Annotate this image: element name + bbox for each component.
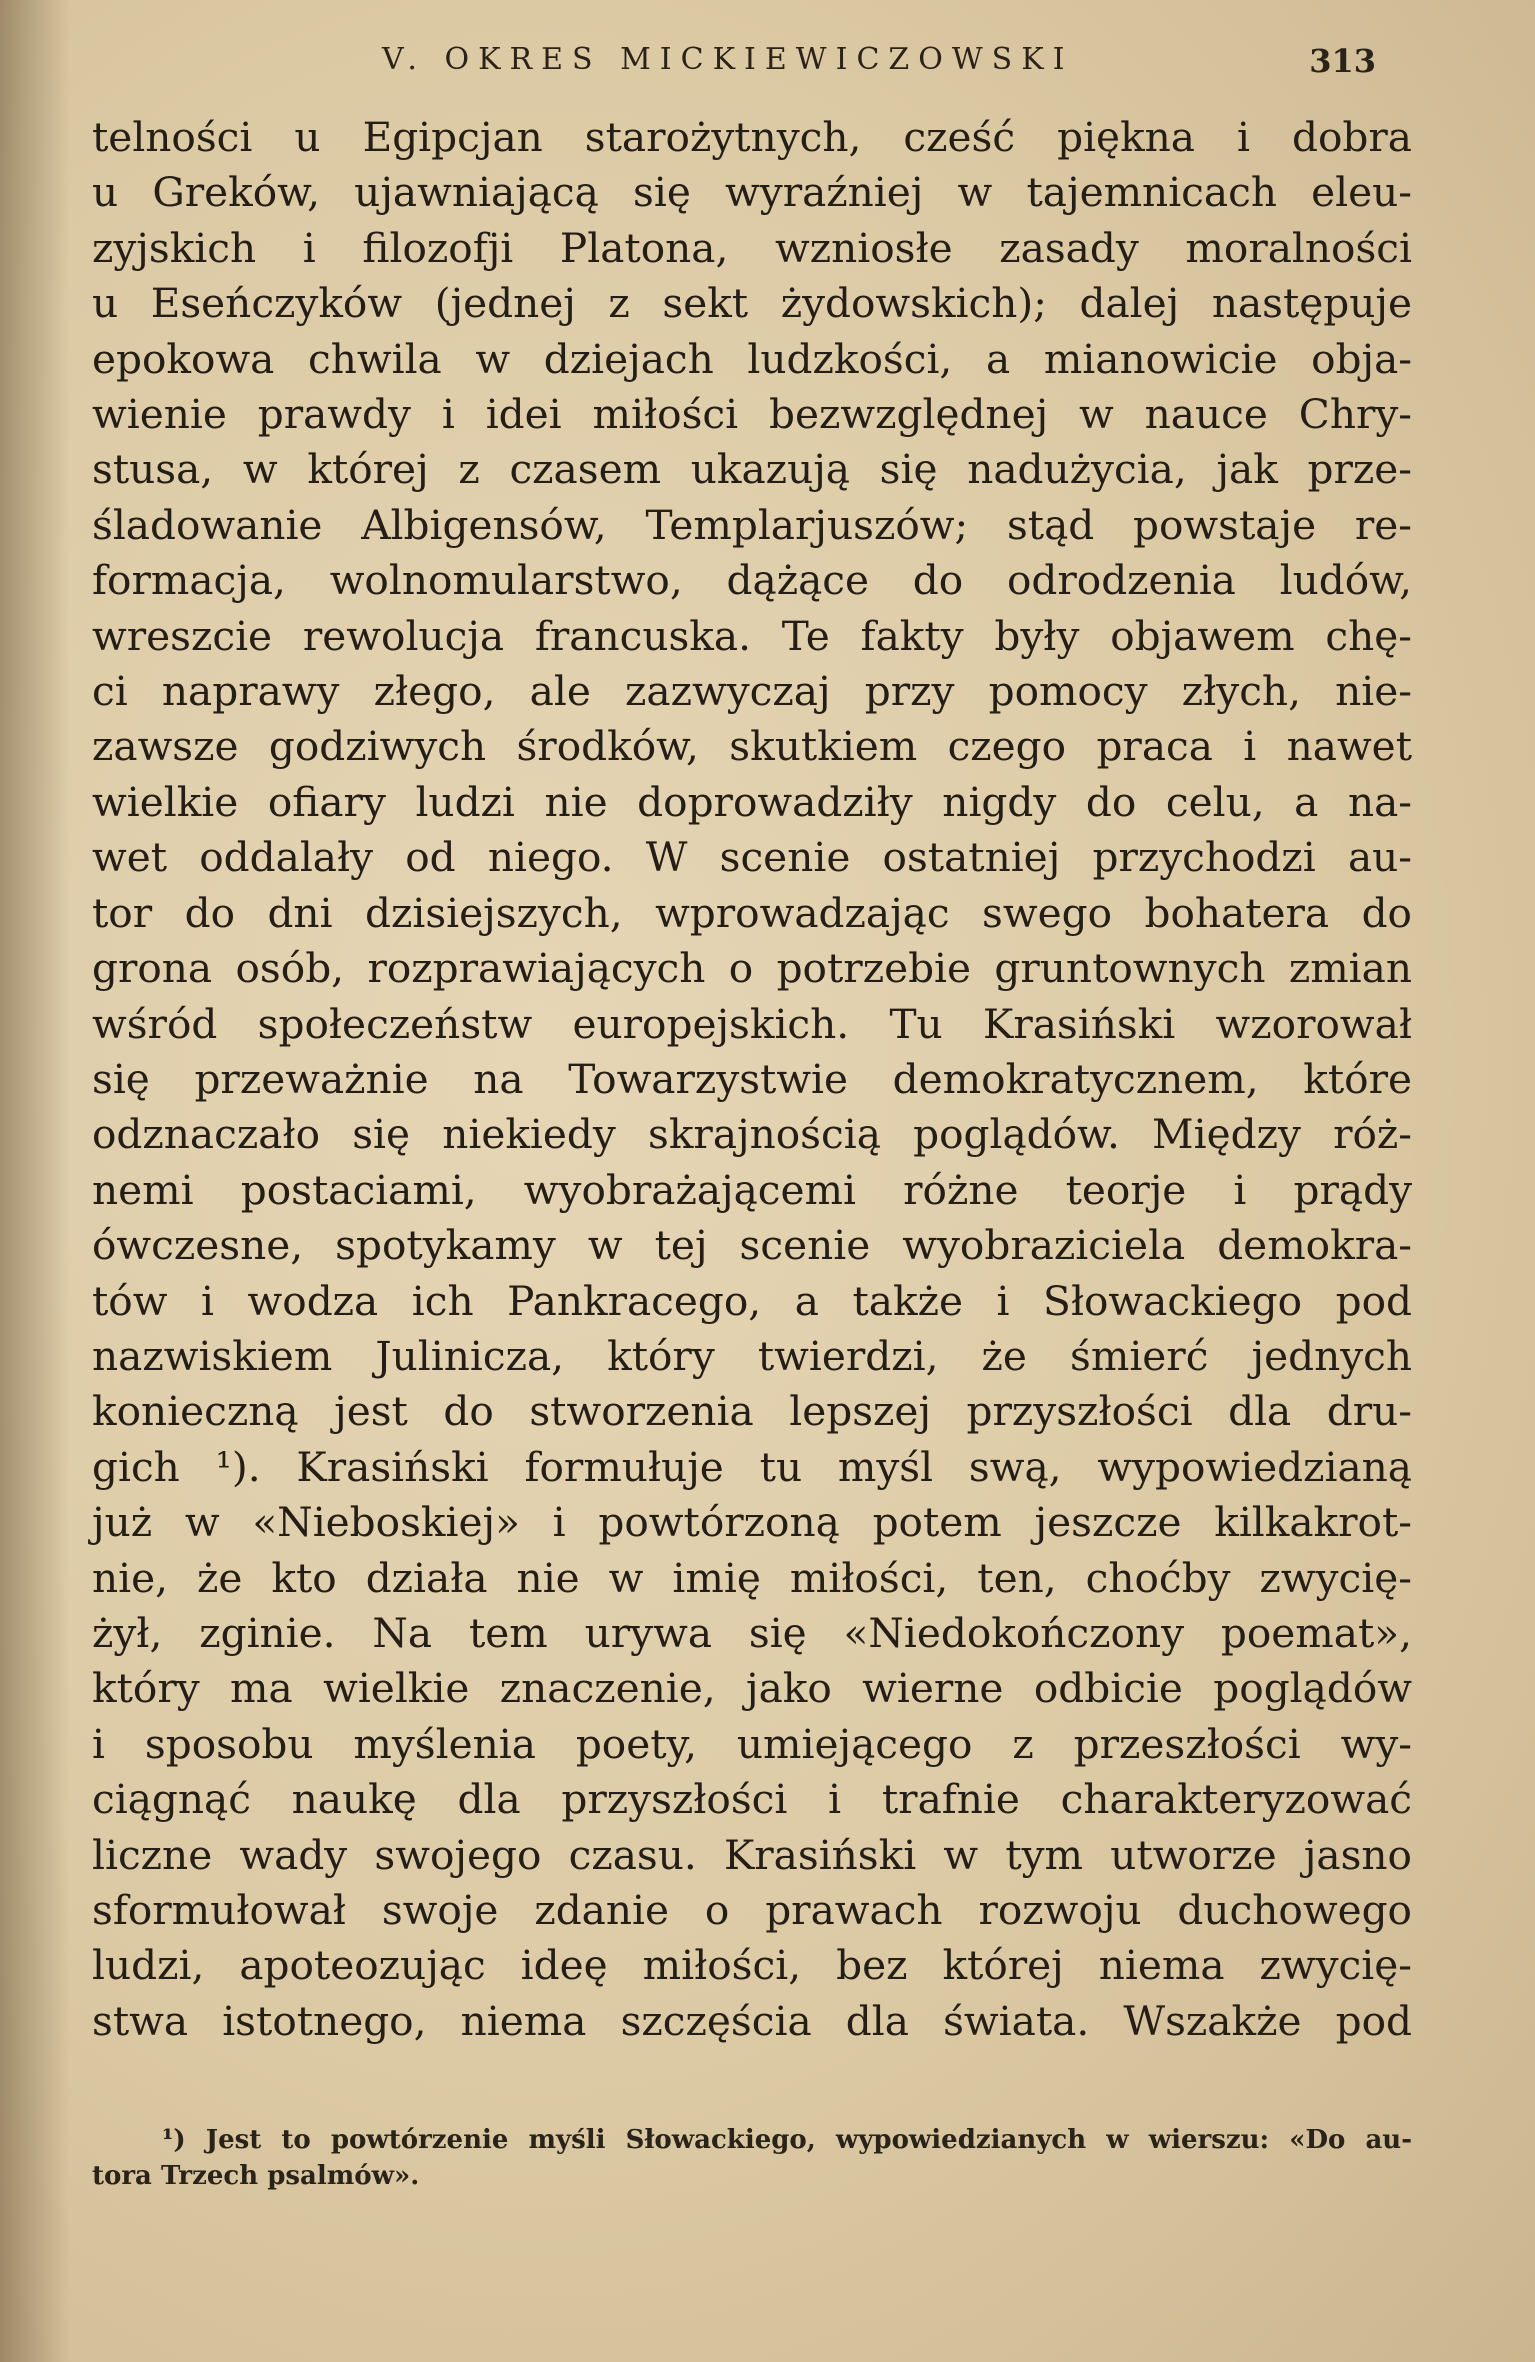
text-line: śladowanie Albigensów, Templarjuszów; stąd powstaje re- — [92, 500, 1412, 549]
body-text — [92, 110, 1412, 2049]
footnote-line: tora Trzech psalmów». — [92, 2161, 420, 2191]
text-line: telności u Egipcjan starożytnych, cześć piękna i dobra — [92, 113, 1412, 161]
text-line: nemi postaciami, wyobrażającemi różne teorje i prądy — [92, 1165, 1412, 1214]
text-line: u Greków, ujawniającą się wyraźniej w tajemnicach eleu- — [92, 168, 1412, 217]
text-line: wienie prawdy i idei miłości bezwzględnej w nauce Chry- — [92, 390, 1412, 439]
text-line: tor do dni dzisiejszych, wprowadzając swego bohatera do — [92, 888, 1412, 937]
text-line: epokowa chwila w dziejach ludzkości, a mianowicie obja- — [92, 334, 1412, 383]
text-line: gich ¹). Krasiński formułuje tu myśl swą, wypowiedzianą — [92, 1442, 1412, 1491]
text-line: odznaczało się niekiedy skrajnością poglądów. Między róż- — [92, 1110, 1412, 1159]
text-line: stusa, w której z czasem ukazują się nadużycia, jak prze- — [92, 445, 1412, 494]
text-line: grona osób, rozprawiających o potrzebie gruntownych zmian — [92, 944, 1412, 993]
text-line: stwa istotnego, niema szczęścia dla świata. Wszakże pod — [92, 1996, 1412, 2045]
text-line: żył, zginie. Na tem urywa się «Niedokończony poemat», — [92, 1608, 1412, 1657]
text-line: ówczesne, spotykamy w tej scenie wyobraziciela demokra- — [92, 1221, 1412, 1270]
text-line: wśród społeczeństw europejskich. Tu Krasiński wzorował — [92, 999, 1412, 1048]
text-line: zawsze godziwych środków, skutkiem czego praca i nawet — [92, 722, 1412, 771]
text-line: się przeważnie na Towarzystwie demokratycznem, które — [92, 1054, 1412, 1103]
text-line: liczne wady swojego czasu. Krasiński w tym utworze jasno — [92, 1830, 1412, 1879]
running-title: V. OKRES MICKIEWICZOWSKI — [382, 42, 1074, 77]
text-line: formacja, wolnomularstwo, dążące do odrodzenia ludów, — [92, 556, 1412, 605]
text-line: i sposobu myślenia poety, umiejącego z przeszłości wy- — [92, 1719, 1412, 1768]
text-line: wielkie ofiary ludzi nie doprowadziły nigdy do celu, a na- — [92, 777, 1412, 826]
text-line: zyjskich i filozofji Platona, wzniosłe zasady moralności — [92, 223, 1412, 272]
page-number: 313 — [1309, 42, 1376, 80]
footnote — [92, 2122, 1412, 2194]
text-line: ci naprawy złego, ale zazwyczaj przy pomocy złych, nie- — [92, 667, 1412, 716]
text-line: tów i wodza ich Pankracego, a także i Słowackiego pod — [92, 1276, 1412, 1325]
text-line: ciągnąć naukę dla przyszłości i trafnie charakteryzować — [92, 1775, 1412, 1824]
text-line: nazwiskiem Julinicza, który twierdzi, że śmierć jednych — [92, 1331, 1412, 1380]
text-line: sformułował swoje zdanie o prawach rozwoju duchowego — [92, 1886, 1412, 1934]
text-line: ludzi, apoteozując ideę miłości, bez której niema zwycię- — [92, 1941, 1412, 1990]
text-line: nie, że kto działa nie w imię miłości, ten, choćby zwycię- — [92, 1553, 1412, 1602]
text-line: wreszcie rewolucja francuska. Te fakty były objawem chę- — [92, 611, 1412, 660]
text-line: u Eseńczyków (jednej z sekt żydowskich); dalej następuje — [92, 279, 1412, 328]
text-line: wet oddalały od niego. W scenie ostatniej przychodzi au- — [92, 833, 1412, 882]
running-head — [120, 42, 1376, 86]
footnote-line: ¹) Jest to powtórzenie myśli Słowackiego, wypowiedzianych w wierszu: «Do au- — [162, 2125, 1412, 2155]
spine-shadow — [0, 0, 70, 2362]
text-line: już w «Nieboskiej» i powtórzoną potem jeszcze kilkakrot- — [92, 1498, 1412, 1547]
text-line: konieczną jest do stworzenia lepszej przyszłości dla dru- — [92, 1387, 1412, 1436]
text-line: który ma wielkie znaczenie, jako wierne odbicie poglądów — [92, 1664, 1412, 1713]
